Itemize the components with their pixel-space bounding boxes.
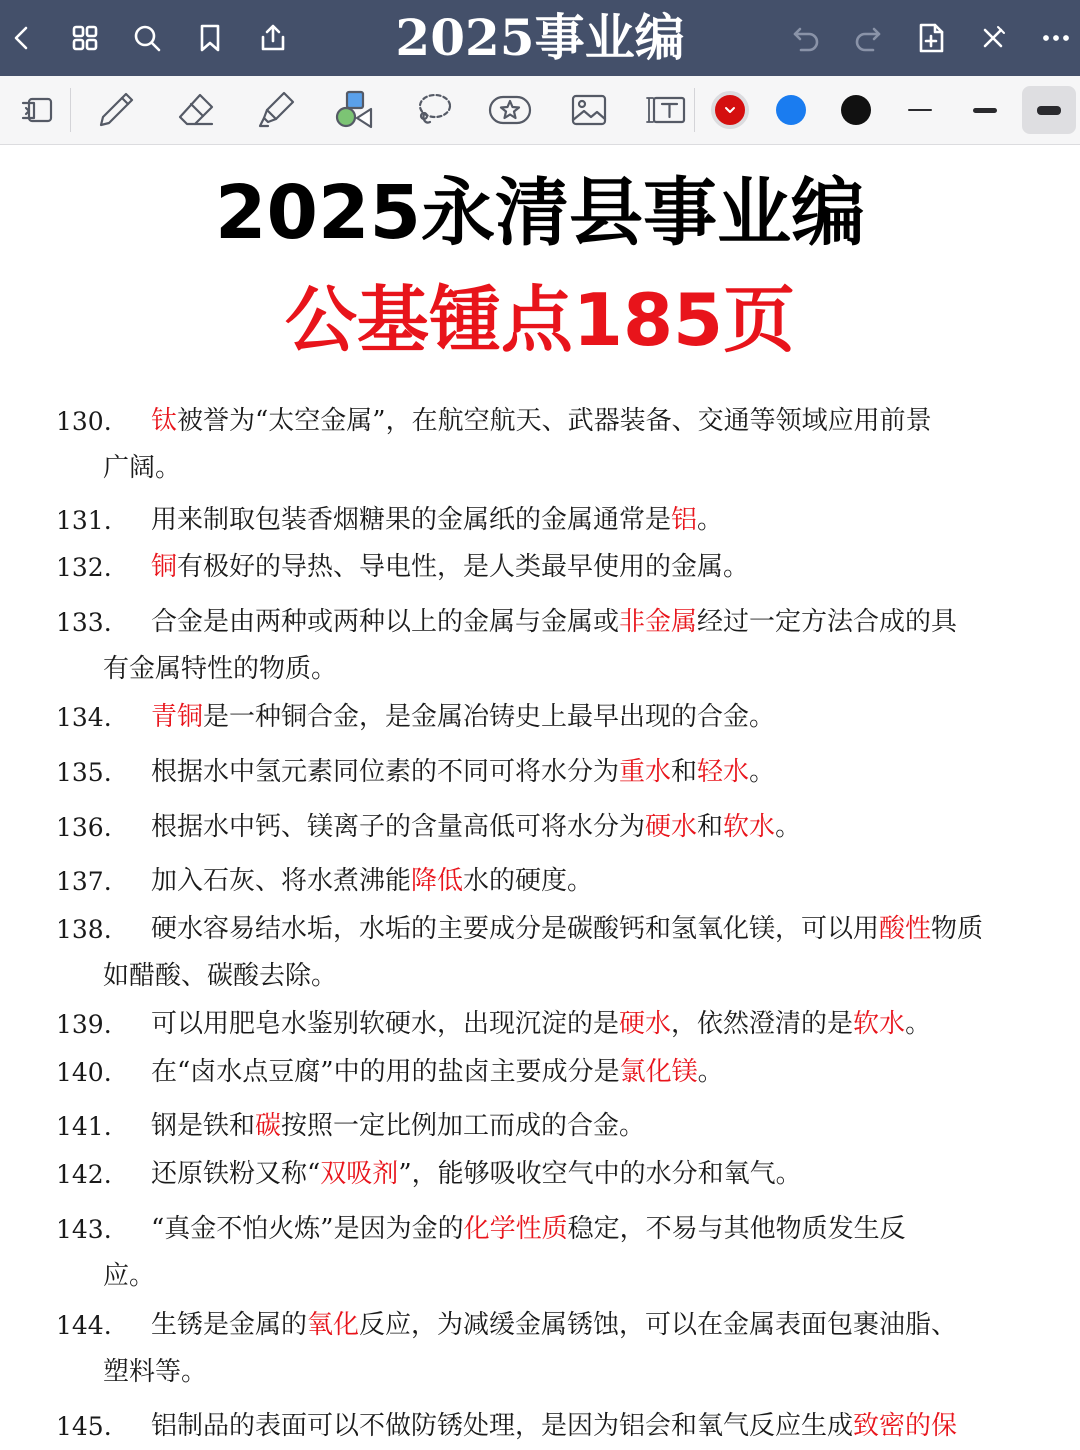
highlighted-keyword: 双吸剂	[320, 1159, 399, 1189]
item-number: 130.	[56, 407, 112, 436]
highlighted-keyword: 青铜	[151, 702, 204, 732]
color-swatch-blue[interactable]	[776, 95, 806, 125]
item-text-segment: 反应，为减缓金属锈蚀，可以在金属表面包裹油脂、	[359, 1310, 958, 1340]
item-text	[151, 544, 1026, 591]
item-text-segment: 经过一定方法合成的具	[697, 607, 958, 637]
item-text-segment: 。	[697, 505, 724, 535]
item-text-segment: 可以用肥皂水鉴别软硬水，出现沉淀的是	[151, 1009, 620, 1039]
item-text-continuation: 应。	[103, 1261, 156, 1291]
item-text-segment: 根据水中氢元素同位素的不同可将水分为	[151, 757, 620, 787]
page-subtitle: 公基锺点185页	[284, 278, 796, 362]
list-item	[56, 906, 1026, 1000]
item-number: 144.	[56, 1311, 112, 1340]
list-item	[56, 1302, 1026, 1396]
item-text-segment: 生锈是金属的	[151, 1310, 308, 1340]
back-icon[interactable]	[2, 18, 42, 58]
highlighted-keyword: 铝	[671, 505, 698, 535]
list-item	[56, 544, 1026, 591]
highlighted-keyword: 氯化镁	[619, 1057, 698, 1087]
item-text-segment: ”，能够吸收空气中的水分和氧气。	[398, 1159, 802, 1189]
item-text-segment: 铝制品的表面可以不做防锈处理，是因为铝会和氧气反应生成	[151, 1411, 854, 1441]
page-title: 2025永清县事业编	[215, 170, 865, 256]
grid-icon[interactable]	[65, 18, 105, 58]
item-text-segment: 按照一定比例加工而成的合金。	[281, 1111, 646, 1141]
highlighted-keyword: 软水	[853, 1009, 906, 1039]
item-number: 141.	[56, 1112, 112, 1141]
text-tool-icon[interactable]	[642, 86, 690, 134]
eraser-icon[interactable]	[172, 86, 220, 134]
item-text	[151, 1049, 1026, 1096]
close-tools-icon[interactable]	[973, 18, 1013, 58]
top-navigation-bar	[0, 0, 1080, 76]
item-number: 132.	[56, 553, 112, 582]
highlighter-icon[interactable]	[252, 86, 300, 134]
highlighted-keyword: 酸性	[879, 914, 932, 944]
item-text-continuation: 如醋酸、碳酸去除。	[103, 961, 338, 991]
item-number: 138.	[56, 915, 112, 944]
list-item	[56, 1049, 1026, 1096]
list-item	[56, 398, 1026, 492]
item-text-segment: 和	[697, 812, 724, 842]
highlighted-keyword: 硬水	[645, 812, 698, 842]
toolbar-divider	[694, 88, 695, 132]
highlighted-keyword: 硬水	[619, 1009, 672, 1039]
redo-icon[interactable]	[848, 18, 888, 58]
item-text-continuation: 有金属特性的物质。	[103, 654, 338, 684]
item-number: 145.	[56, 1412, 112, 1441]
item-number: 136.	[56, 813, 112, 842]
highlighted-keyword: 致密的保	[853, 1411, 958, 1441]
item-text	[151, 599, 1026, 646]
item-text-segment: 水的硬度。	[463, 866, 594, 896]
item-text-segment: 物质	[931, 914, 984, 944]
item-number: 131.	[56, 506, 112, 535]
undo-icon[interactable]	[786, 18, 826, 58]
item-text	[151, 1403, 1026, 1450]
item-text-segment: 。	[775, 812, 802, 842]
item-text-segment: 在“卤水点豆腐”中的用的盐卤主要成分是	[151, 1057, 620, 1087]
item-text-segment: 钢是铁和	[151, 1111, 256, 1141]
item-text	[151, 1302, 1026, 1349]
highlighted-keyword: 化学性质	[463, 1214, 568, 1244]
annotation-toolbar	[0, 76, 1080, 145]
item-text-continuation: 广阔。	[103, 453, 182, 483]
highlighted-keyword: 重水	[619, 757, 672, 787]
list-item	[56, 1103, 1026, 1150]
list-item	[56, 804, 1026, 851]
item-text	[151, 398, 1026, 445]
color-swatch-red[interactable]	[711, 91, 749, 129]
item-text	[151, 1151, 1026, 1198]
list-item	[56, 1001, 1026, 1048]
highlighted-keyword: 碳	[255, 1111, 282, 1141]
item-text-segment: 用来制取包装香烟糖果的金属纸的金属通常是	[151, 505, 672, 535]
sticker-icon[interactable]	[486, 86, 534, 134]
item-text-segment: 是一种铜合金，是金属冶铸史上最早出现的合金。	[203, 702, 776, 732]
list-item	[56, 749, 1026, 796]
item-text	[151, 497, 1026, 544]
item-text	[151, 1103, 1026, 1150]
share-icon[interactable]	[253, 18, 293, 58]
item-number: 143.	[56, 1215, 112, 1244]
highlighted-keyword: 铜	[151, 552, 178, 582]
item-text-segment: 还原铁粉又称“	[151, 1159, 321, 1189]
item-number: 142.	[56, 1160, 112, 1189]
list-item	[56, 694, 1026, 741]
list-item	[56, 1206, 1026, 1300]
highlighted-keyword: 轻水	[697, 757, 750, 787]
stroke-width-thin[interactable]	[892, 86, 948, 134]
item-text	[151, 749, 1026, 796]
item-text-segment: 。	[749, 757, 776, 787]
page-layout-icon[interactable]	[14, 86, 62, 134]
stroke-width-medium[interactable]	[957, 86, 1013, 134]
highlighted-keyword: 氧化	[307, 1310, 360, 1340]
item-text-segment: 被誉为“太空金属”，在航空航天、武器装备、交通等领域应用前景	[177, 406, 932, 436]
highlighted-keyword: 钛	[151, 406, 178, 436]
highlighted-keyword: 降低	[411, 866, 464, 896]
item-text	[151, 804, 1026, 851]
stroke-width-thick[interactable]	[1022, 86, 1076, 134]
item-text-segment: 和	[671, 757, 698, 787]
item-number: 134.	[56, 703, 112, 732]
item-number: 133.	[56, 608, 112, 637]
list-item	[56, 497, 1026, 544]
item-text-continuation: 塑料等。	[103, 1357, 208, 1387]
image-icon[interactable]	[565, 86, 613, 134]
highlighted-keyword: 软水	[723, 812, 776, 842]
item-text	[151, 1001, 1026, 1048]
item-number: 140.	[56, 1058, 112, 1087]
add-page-icon[interactable]	[911, 18, 951, 58]
toolbar-divider	[70, 88, 71, 132]
item-text-segment: 。	[905, 1009, 932, 1039]
item-text	[151, 906, 1026, 953]
item-text	[151, 694, 1026, 741]
item-text-segment: ，依然澄清的是	[671, 1009, 854, 1039]
more-icon[interactable]	[1036, 18, 1076, 58]
item-text-segment: “真金不怕火炼”是因为金的	[151, 1214, 464, 1244]
highlighted-keyword: 非金属	[619, 607, 698, 637]
color-swatch-black[interactable]	[841, 95, 871, 125]
list-item	[56, 599, 1026, 693]
document-title: 2025事业编	[395, 8, 685, 67]
pen-icon[interactable]	[92, 86, 140, 134]
shapes-icon[interactable]	[330, 86, 378, 134]
lasso-icon[interactable]	[410, 86, 458, 134]
item-text-segment: 根据水中钙、镁离子的含量高低可将水分为	[151, 812, 646, 842]
list-item	[56, 858, 1026, 905]
item-number: 135.	[56, 758, 112, 787]
item-text-segment: 稳定，不易与其他物质发生反	[567, 1214, 906, 1244]
item-text	[151, 1206, 1026, 1253]
search-icon[interactable]	[127, 18, 167, 58]
item-text-segment: 硬水容易结水垢，水垢的主要成分是碳酸钙和氢氧化镁，可以用	[151, 914, 880, 944]
item-text	[151, 858, 1026, 905]
item-text-segment: 。	[697, 1057, 724, 1087]
item-text-segment: 加入石灰、将水煮沸能	[151, 866, 412, 896]
bookmark-icon[interactable]	[190, 18, 230, 58]
item-text-segment: 有极好的导热、导电性，是人类最早使用的金属。	[177, 552, 750, 582]
list-item	[56, 1403, 1026, 1450]
item-number: 139.	[56, 1010, 112, 1039]
item-number: 137.	[56, 867, 112, 896]
list-item	[56, 1151, 1026, 1198]
item-text-segment: 合金是由两种或两种以上的金属与金属或	[151, 607, 620, 637]
